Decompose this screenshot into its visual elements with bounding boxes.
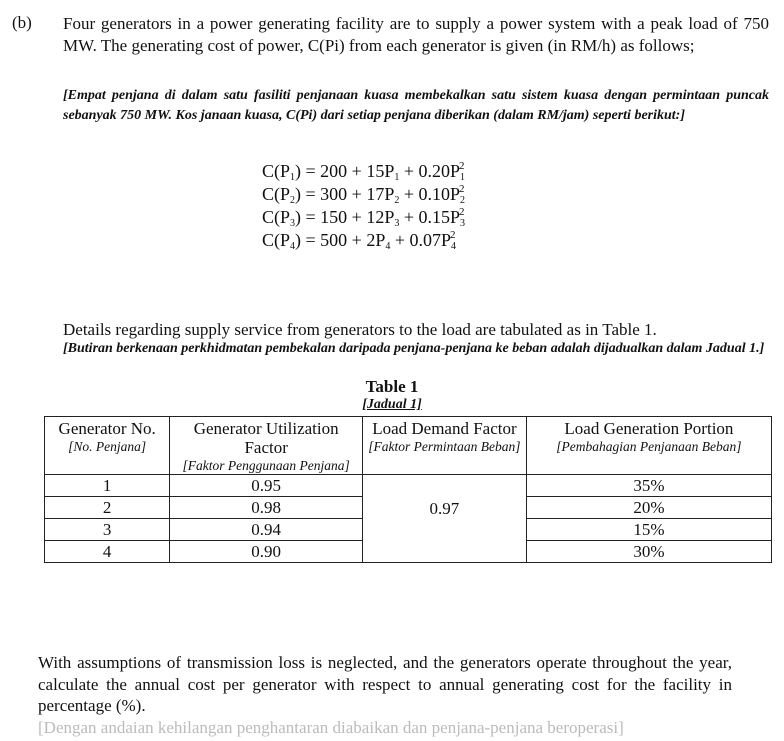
- cell-utilization: 0.94: [170, 519, 363, 541]
- cell-generator: 3: [45, 519, 170, 541]
- details-english: Details regarding supply service from generators to the load are tabulated as in Table 1.: [63, 320, 657, 339]
- cell-utilization: 0.95: [170, 475, 363, 497]
- header-en: Generator No.: [58, 419, 156, 438]
- header-en: Generator Utilization Factor: [193, 419, 339, 457]
- table-row: [45, 475, 772, 497]
- header-my: [No. Penjana]: [68, 439, 147, 454]
- generator-table: [44, 416, 772, 563]
- header-my: [Pembahagian Penjanaan Beban]: [556, 439, 742, 454]
- cell-portion: 35%: [526, 475, 771, 497]
- question-label: (b): [12, 13, 32, 32]
- cell-generator: 2: [45, 497, 170, 519]
- cell-utilization: 0.98: [170, 497, 363, 519]
- cell-portion: 15%: [526, 519, 771, 541]
- table-header-row: [45, 417, 772, 475]
- intro-malay: [Empat penjana di dalam satu fasiliti penjanaan kuasa membekalkan satu sistem kuasa dengan permintaan puncak sebanyak 750 MW. Kos janaan kuasa, C(Pi) dari setiap penjana diberikan (dalam RM/jam) seperti berikut:]: [63, 88, 769, 123]
- header-load-portion: [526, 417, 771, 475]
- cost-equation: $C(P_1) = 200 + 15P_1 + 0.20P_1^2$: [262, 160, 465, 183]
- header-generator-no: [45, 417, 170, 475]
- cost-equation: $C(P_2) = 300 + 17P_2 + 0.10P_2^2$: [262, 183, 465, 206]
- header-en: Load Generation Portion: [564, 419, 734, 438]
- cell-utilization: 0.90: [170, 541, 363, 563]
- cost-equation: $C(P_3) = 150 + 12P_3 + 0.15P_3^2$: [262, 206, 465, 229]
- cost-equation: $C(P_4) = 500 + 2P_4 + 0.07P_4^2$: [262, 229, 456, 252]
- header-en: Load Demand Factor: [372, 419, 517, 438]
- cost-equations: [262, 160, 465, 252]
- details-malay: [Butiran berkenaan perkhidmatan pembekalan daripada penjana-penjana ke beban adalah dijadualkan dalam Jadual 1.]: [63, 341, 765, 356]
- header-load-demand: [362, 417, 526, 475]
- cell-portion: 30%: [526, 541, 771, 563]
- table-caption: Table 1: [365, 377, 419, 396]
- final-question: With assumptions of transmission loss is neglected, and the generators operate throughout the year, calculate the annual cost per generator with respect to annual generating cost for the facility in percentage (%).: [38, 653, 732, 715]
- table-caption-malay: [Jadual 1]: [362, 397, 422, 412]
- intro-english: Four generators in a power generating facility are to supply a power system with a peak load of 750 MW. The generating cost of power, C(Pi) from each generator is given (in RM/h) as follows;: [63, 14, 769, 55]
- cut-off-line: [Dengan andaian kehilangan penghantaran diabaikan dan penjana-penjana beroperasi]: [38, 718, 624, 737]
- header-my: [Faktor Penggunaan Penjana]: [182, 458, 350, 473]
- header-my: [Faktor Permintaan Beban]: [368, 439, 521, 454]
- cell-portion: 20%: [526, 497, 771, 519]
- cell-generator: 1: [45, 475, 170, 497]
- cell-generator: 4: [45, 541, 170, 563]
- cell-load-demand: 0.97: [362, 475, 526, 563]
- header-utilization: [170, 417, 363, 475]
